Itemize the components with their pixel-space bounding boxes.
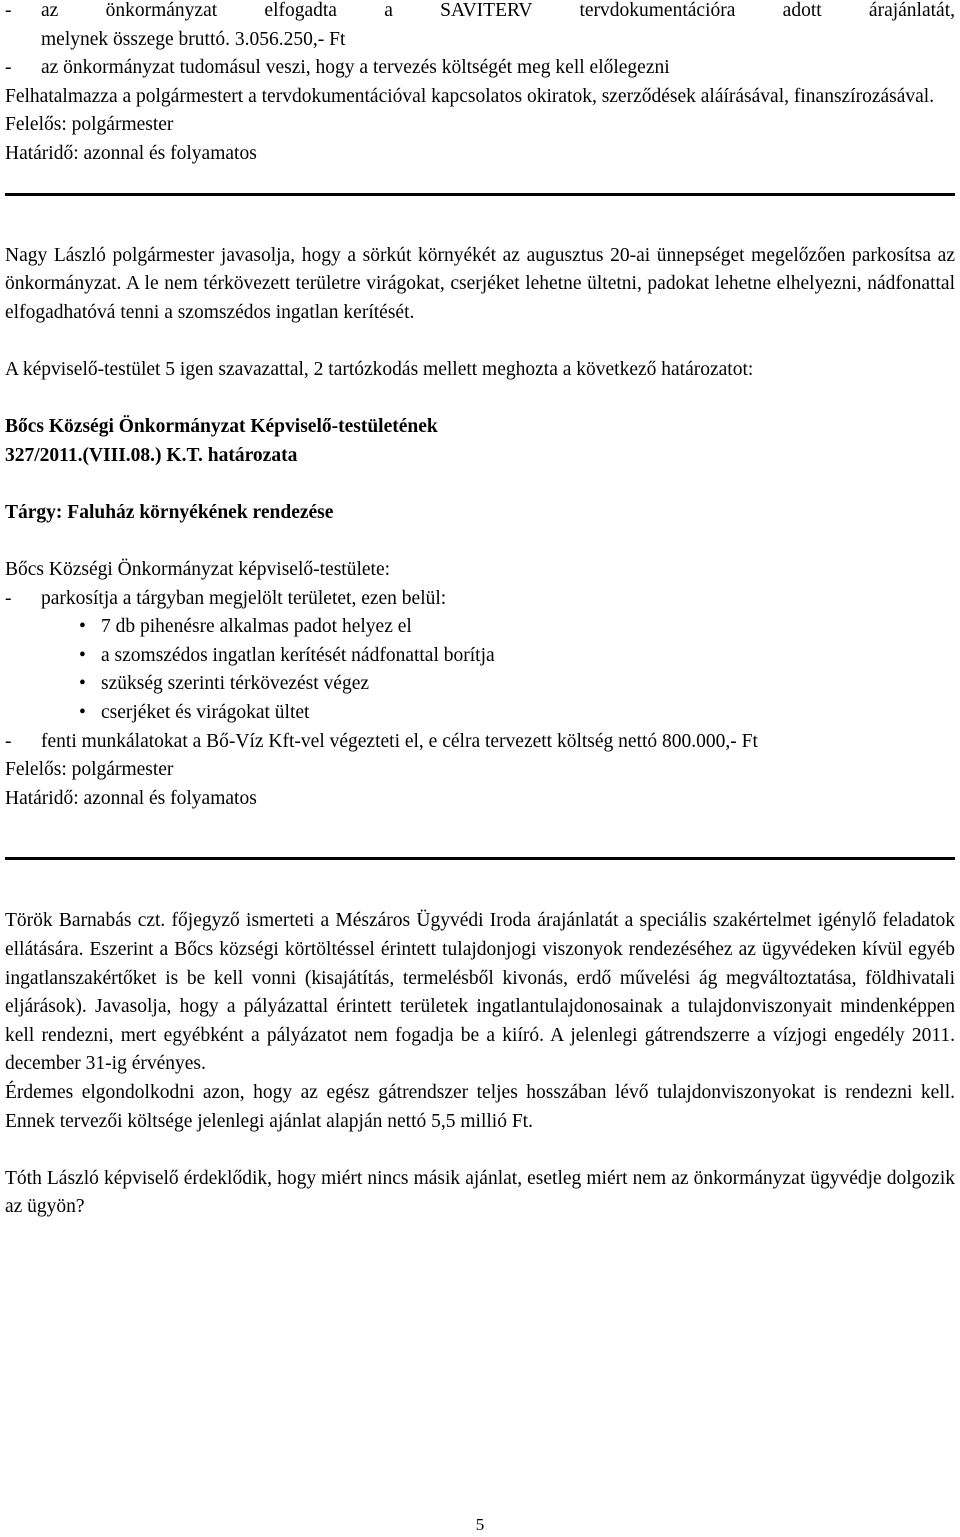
list-item-text: az önkormányzat tudomásul veszi, hogy a tervezés költségét meg kell előlegezni xyxy=(41,57,670,79)
bullet-icon: • xyxy=(79,616,86,638)
resolution-subject: Tárgy: Faluház környékének rendezése xyxy=(5,501,334,523)
list-item-text-cont: melynek összege bruttó. 3.056.250,- Ft xyxy=(41,28,346,50)
bullet-text: szükség szerinti térkövezést végez xyxy=(101,673,370,695)
list-item xyxy=(5,728,955,757)
list-dash: - xyxy=(5,730,12,752)
resolution-title: Bőcs Községi Önkormányzat Képviselő-testületének xyxy=(5,416,438,438)
bullet-text: a szomszédos ingatlan kerítését nádfonattal borítja xyxy=(101,644,495,666)
responsible-line: Felelős: polgármester xyxy=(5,759,174,781)
bullet-icon: • xyxy=(79,644,86,666)
list-item-text: az önkormányzat elfogadta a SAVITERV tervdokumentációra adott árajánlatát, xyxy=(41,0,955,21)
bullet-text: 7 db pihenésre alkalmas padot helyez el xyxy=(101,616,412,638)
bullet-item xyxy=(79,613,955,642)
page-number: 5 xyxy=(475,1515,485,1534)
proposal-paragraph: Nagy László polgármester javasolja, hogy a sörkút környékét az augusztus 20-ai ünnepséget megelőzően parkosítsa az önkormányzat. A le nem térkövezett területre virágokat, cserjéket lehetne ültetni, padokat lehetne elhelyezni, nádfonattal elfogadhatóvá tenni a szomszédos ingatlan kerítését. xyxy=(5,244,955,323)
question-paragraph: Tóth László képviselő érdeklődik, hogy miért nincs másik ajánlat, esetleg miért nem az önkormányzat ügyvédje dolgozik az ügyön? xyxy=(5,1167,955,1218)
document-page xyxy=(5,0,955,1222)
vote-paragraph: A képviselő-testület 5 igen szavazattal, 2 tartózkodás mellett meghozta a következő határozatot: xyxy=(5,358,754,380)
list-item-text: parkosítja a tárgyban megjelölt területet, ezen belül: xyxy=(41,587,447,609)
responsible-line: Felelős: polgármester xyxy=(5,114,174,136)
notary-paragraph-2: Érdemes elgondolkodni azon, hogy az egész gátrendszer teljes hosszában lévő tulajdonviszonyokat is rendezni kell. Ennek tervezői költsége jelenlegi ajánlat alapján nettó 5,5 millió Ft. xyxy=(5,1082,955,1132)
resolution-intro: Bőcs Községi Önkormányzat képviselő-testülete: xyxy=(5,559,391,581)
bullet-item xyxy=(79,670,955,699)
list-item-text: fenti munkálatokat a Bő-Víz Kft-vel végezteti el, e célra tervezett költség nettó 800.000,- Ft xyxy=(41,730,758,752)
authorization-text: Felhatalmazza a polgármestert a tervdokumentációval kapcsolatos okiratok, szerződések aláírásával, finanszírozásával. xyxy=(5,85,935,107)
bullet-text: cserjéket és virágokat ültet xyxy=(101,702,310,724)
bullet-item xyxy=(79,642,955,671)
resolution-number: 327/2011.(VIII.08.) K.T. határozata xyxy=(5,444,298,466)
bullet-icon: • xyxy=(79,702,86,724)
deadline-line: Határidő: azonnal és folyamatos xyxy=(5,787,257,809)
deadline-line: Határidő: azonnal és folyamatos xyxy=(5,142,257,164)
list-item xyxy=(5,54,955,83)
bullet-icon: • xyxy=(79,673,86,695)
notary-paragraph: Török Barnabás czt. főjegyző ismerteti a Mészáros Ügyvédi Iroda árajánlatát a speciális szakértelmet igénylő feladatok ellátására. Eszerint a Bőcs községi körtöltéssel érintett tulajdonjogi viszonyok rendezéséhez az ügyvédeken kívül egyéb ingatlanszakértőket is be kell vonni (kisajátítás, termelésből kivonás, erdő művelési ág megváltoztatása, földhivatali eljárások). Javasolja, hogy a pályázattal érintett területek ingatlantulajdonosainak a tulajdonviszonyait mindenképpen kell rendezni, mert egyébként a pályázatot nem fogadja be a kiíró. A jelenlegi gátrendszerre a vízjogi engedély 2011. december 31-ig érvényes. xyxy=(5,910,955,1075)
list-dash: - xyxy=(5,0,12,21)
list-dash: - xyxy=(5,57,12,79)
list-dash: - xyxy=(5,587,12,609)
list-item xyxy=(5,585,955,614)
bullet-item xyxy=(79,699,955,728)
list-item xyxy=(5,0,955,54)
